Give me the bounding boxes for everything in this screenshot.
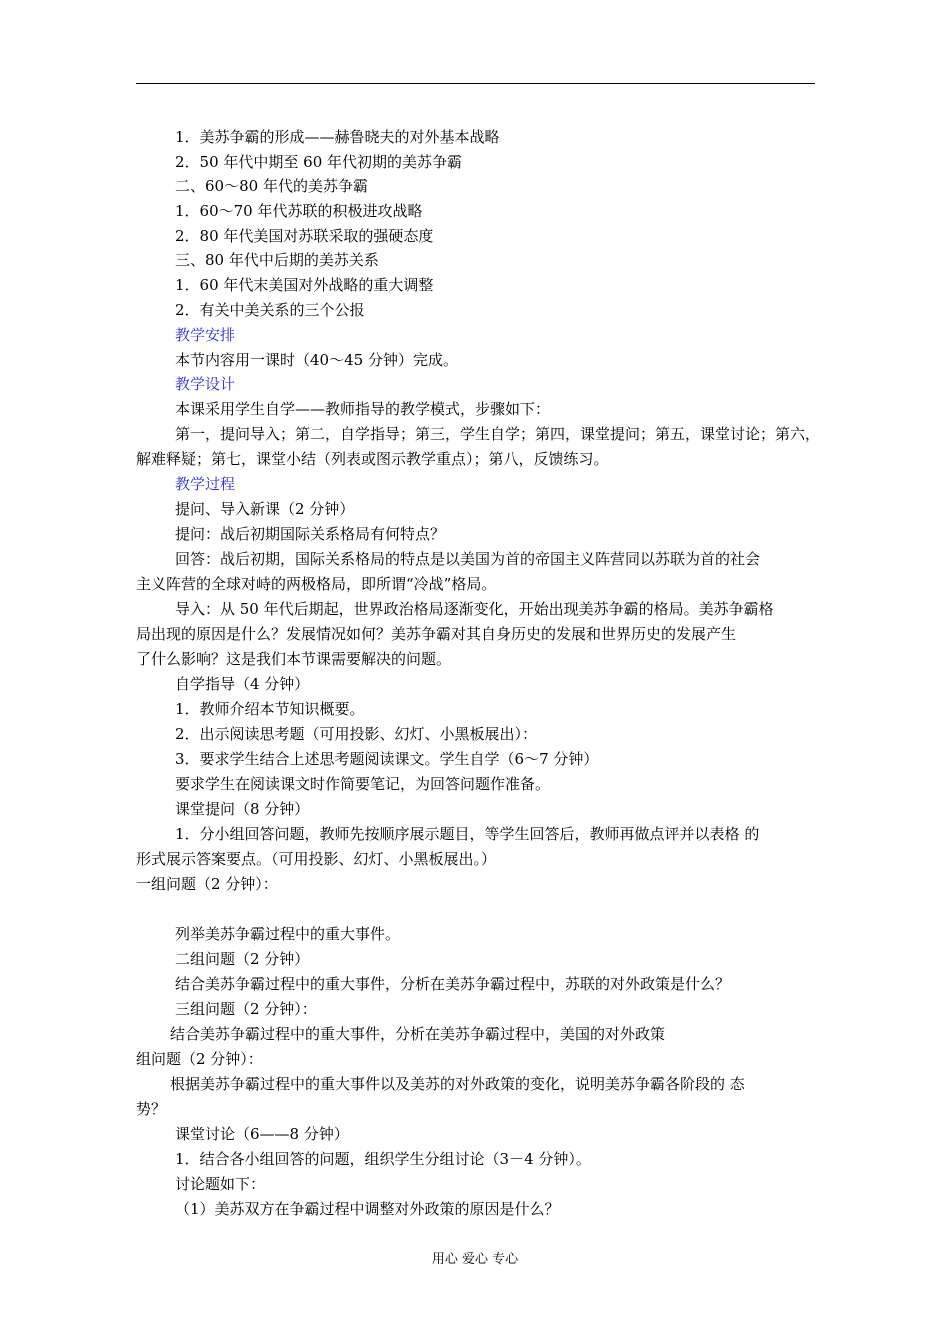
subheading: 三组问题（2 分钟）： bbox=[175, 1000, 317, 1018]
page-footer: 用心 爱心 专心 bbox=[431, 1252, 519, 1267]
paragraph: 导入：从 50 年代后期起，世界政治格局逐渐变化，开始出现美苏争霸的格局。美苏争霸格 bbox=[175, 600, 774, 618]
list-item: 1．教师介绍本节知识概要。 bbox=[175, 700, 365, 718]
outline-item: 2．50 年代中期至 60 年代初期的美苏争霸 bbox=[175, 153, 463, 171]
subheading: 二组问题（2 分钟） bbox=[175, 950, 310, 968]
paragraph: 提问：战后初期国际关系格局有何特点？ bbox=[175, 525, 446, 543]
paragraph: 势？ bbox=[136, 1100, 167, 1118]
outline-item: 1．60～70 年代苏联的积极进攻战略 bbox=[175, 202, 423, 220]
paragraph: 讨论题如下： bbox=[175, 1175, 266, 1193]
subheading: 组问题（2 分钟）： bbox=[136, 1050, 263, 1068]
paragraph: 第一，提问导入；第二，自学指导；第三，学生自学；第四，课堂提问；第五，课堂讨论；第六， bbox=[175, 425, 821, 443]
section-heading: 教学设计 bbox=[175, 375, 236, 393]
list-item: （1）美苏双方在争霸过程中调整对外政策的原因是什么？ bbox=[175, 1200, 560, 1218]
subheading: 一组问题（2 分钟）： bbox=[136, 875, 278, 893]
paragraph: 本课采用学生自学——教师指导的教学模式，步骤如下： bbox=[175, 400, 551, 418]
subheading: 提问、导入新课（2 分钟） bbox=[175, 500, 355, 518]
paragraph: 要求学生在阅读课文时作简要笔记，为回答问题作准备。 bbox=[175, 775, 551, 793]
list-item: 3．要求学生结合上述思考题阅读课文。学生自学（6～7 分钟） bbox=[175, 750, 599, 768]
paragraph: 了什么影响？这是我们本节课需要解决的问题。 bbox=[136, 650, 452, 668]
paragraph: 局出现的原因是什么？发展情况如何？美苏争霸对其自身历史的发展和世界历史的发展产生 bbox=[136, 625, 737, 643]
outline-item: 2．80 年代美国对苏联采取的强硬态度 bbox=[175, 227, 434, 245]
section-heading: 教学安排 bbox=[175, 326, 236, 344]
subheading: 课堂讨论（6——8 分钟） bbox=[175, 1125, 349, 1143]
subheading: 自学指导（4 分钟） bbox=[175, 675, 310, 693]
list-item: 1．结合各小组回答的问题，组织学生分组讨论（3－4 分钟）。 bbox=[175, 1150, 591, 1168]
outline-section: 二、60～80 年代的美苏争霸 bbox=[175, 177, 368, 195]
header-rule bbox=[136, 83, 815, 84]
list-item: 2．出示阅读思考题（可用投影、幻灯、小黑板展出）： bbox=[175, 725, 538, 743]
paragraph: 解难释疑；第七，课堂小结（列表或图示教学重点）；第八，反馈练习。 bbox=[136, 450, 609, 468]
outline-item: 1．60 年代末美国对外战略的重大调整 bbox=[175, 276, 434, 294]
paragraph: 主义阵营的全球对峙的两极格局，即所谓“冷战”格局。 bbox=[136, 575, 497, 593]
paragraph: 结合美苏争霸过程中的重大事件，分析在美苏争霸过程中，美国的对外政策 bbox=[170, 1025, 666, 1043]
paragraph: 形式展示答案要点。（可用投影、幻灯、小黑板展出。） bbox=[136, 850, 497, 868]
outline-item: 1．美苏争霸的形成——赫鲁晓夫的对外基本战略 bbox=[175, 128, 500, 146]
paragraph: 列举美苏争霸过程中的重大事件。 bbox=[175, 925, 401, 943]
subheading: 课堂提问（8 分钟） bbox=[175, 800, 310, 818]
paragraph: 回答：战后初期，国际关系格局的特点是以美国为首的帝国主义阵营同以苏联为首的社会 bbox=[175, 550, 761, 568]
paragraph: 1．分小组回答问题，教师先按顺序展示题目，等学生回答后，教师再做点评并以表格 的 bbox=[175, 825, 760, 843]
paragraph: 结合美苏争霸过程中的重大事件，分析在美苏争霸过程中，苏联的对外政策是什么？ bbox=[175, 975, 731, 993]
outline-section: 三、80 年代中后期的美苏关系 bbox=[175, 251, 379, 269]
paragraph: 本节内容用一课时（40～45 分钟）完成。 bbox=[175, 351, 458, 369]
outline-item: 2．有关中美关系的三个公报 bbox=[175, 301, 365, 319]
paragraph: 根据美苏争霸过程中的重大事件以及美苏的对外政策的变化，说明美苏争霸各阶段的 态 bbox=[170, 1075, 745, 1093]
section-heading: 教学过程 bbox=[175, 475, 236, 493]
